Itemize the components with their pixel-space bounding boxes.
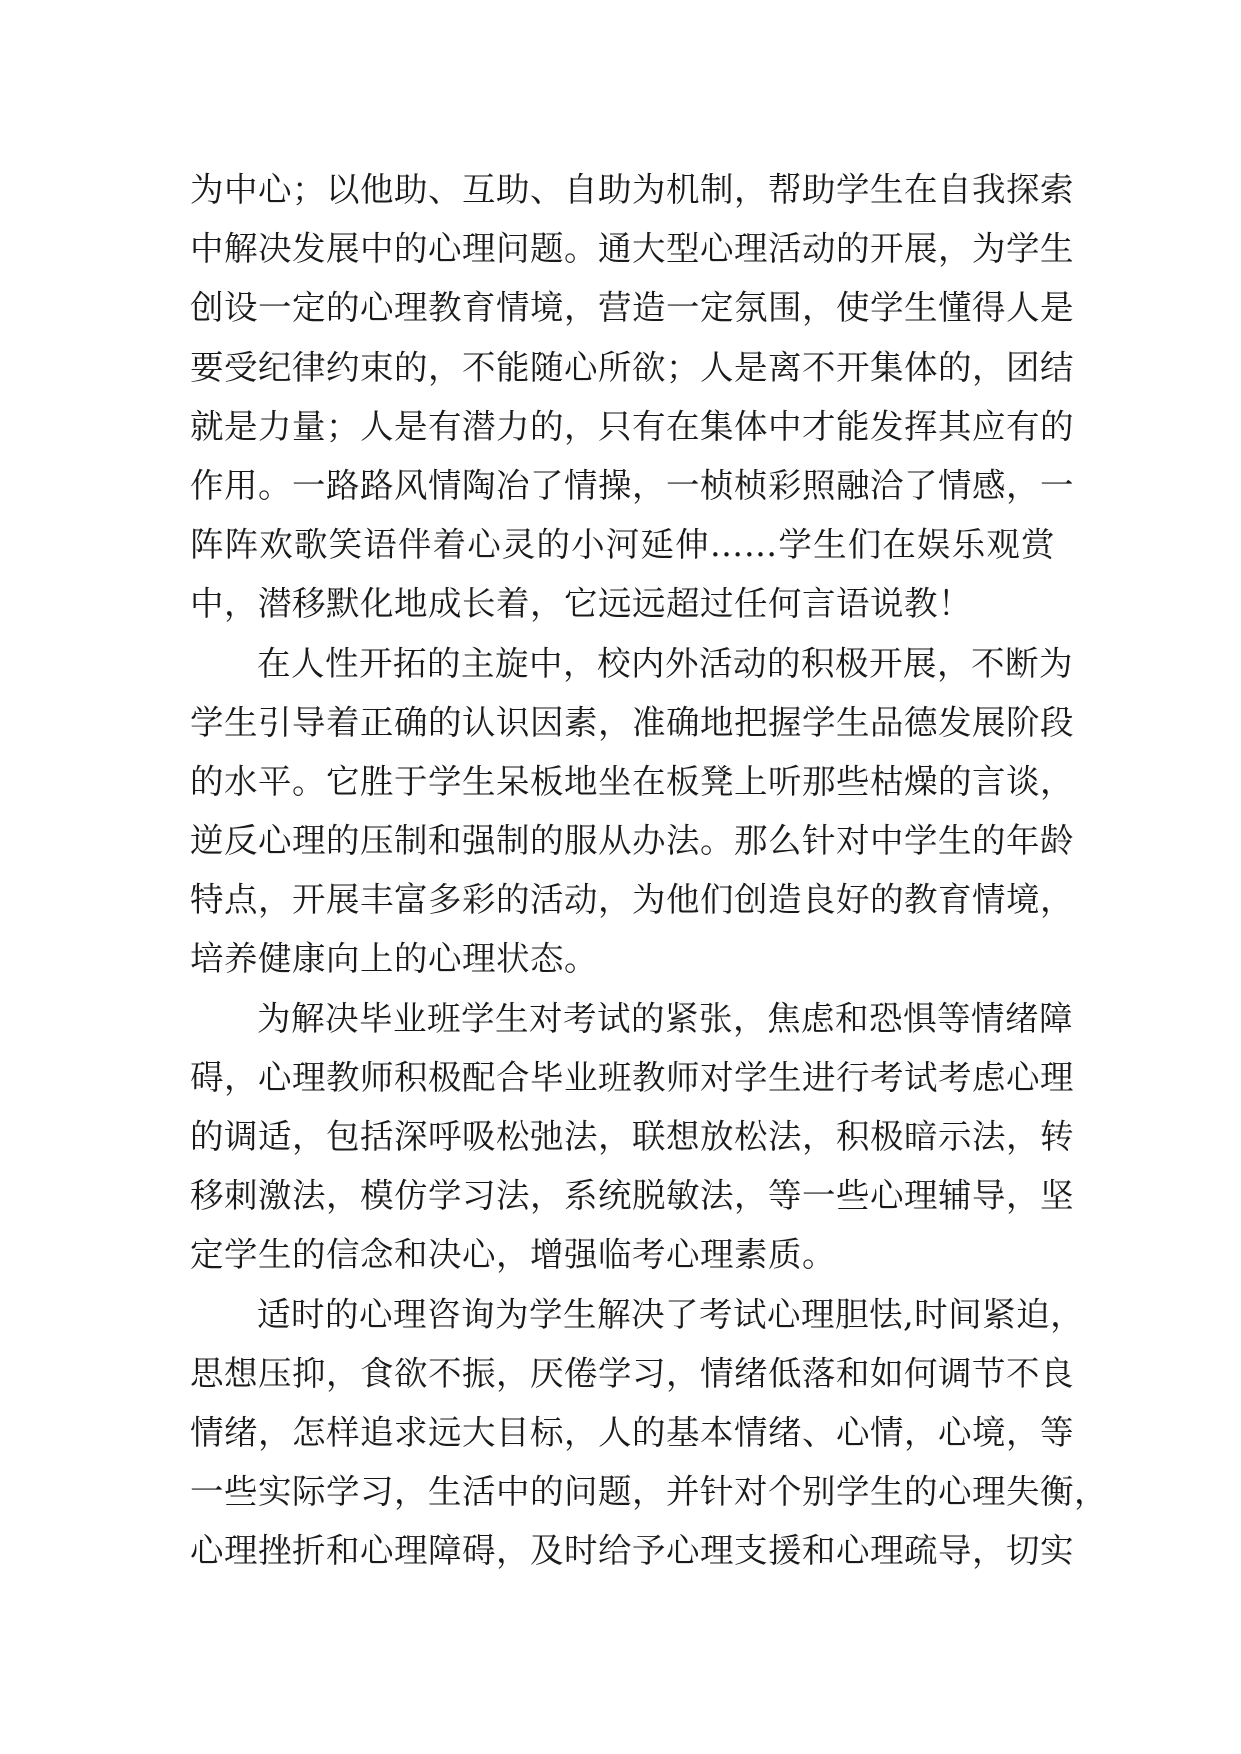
paragraph-1 bbox=[190, 160, 1074, 634]
text-line: 定学生的信念和决心，增强临考心理素质。 bbox=[190, 1235, 836, 1275]
text-line: 的调适，包括深呼吸松弛法，联想放松法，积极暗示法，转 bbox=[190, 1117, 1074, 1156]
text-line: 学生引导着正确的认识因素，准确地把握学生品德发展阶段 bbox=[190, 702, 1074, 742]
text-line: 要受纪律约束的，不能随心所欲；人是离不开集体的，团结 bbox=[190, 347, 1074, 387]
text-line: 培养健康向上的心理状态。 bbox=[190, 939, 598, 979]
text-line: 创设一定的心理教育情境，营造一定氛围，使学生懂得人是 bbox=[190, 288, 1074, 328]
text-line: 特点，开展丰富多彩的活动，为他们创造良好的教育情境， bbox=[190, 880, 1074, 920]
text-line: 为解决毕业班学生对考试的紧张，焦虑和恐惧等情绪障 bbox=[257, 998, 1073, 1038]
text-line: 中，潜移默化地成长着，它远远超过任何言语说教！ bbox=[190, 584, 972, 624]
text-line: 作用。一路路风情陶冶了情操，一桢桢彩照融洽了情感，一 bbox=[190, 465, 1074, 505]
text-line: 阵阵欢歌笑语伴着心灵的小河延伸……学生们在娱乐观赏 bbox=[190, 525, 1055, 565]
text-line: 在人性开拓的主旋中，校内外活动的积极开展，不断为 bbox=[257, 643, 1073, 683]
text-line: 心理挫折和心理障碍，及时给予心理支援和心理疏导，切实 bbox=[190, 1531, 1074, 1571]
text-line: 情绪，怎样追求远大目标，人的基本情绪、心情，心境，等 bbox=[190, 1412, 1074, 1452]
paragraph-4 bbox=[190, 1285, 1108, 1581]
text-line: 适时的心理咨询为学生解决了考试心理胆怯,时间紧迫， bbox=[257, 1294, 1085, 1334]
text-line: 为中心；以他助、互助、自助为机制，帮助学生在自我探索 bbox=[190, 170, 1074, 209]
paragraph-2 bbox=[190, 634, 1074, 989]
paragraph-3 bbox=[190, 989, 1074, 1285]
text-line: 中解决发展中的心理问题。通大型心理活动的开展，为学生 bbox=[190, 229, 1074, 269]
text-line: 一些实际学习，生活中的问题，并针对个别学生的心理失衡， bbox=[190, 1472, 1108, 1512]
text-line: 碍，心理教师积极配合毕业班教师对学生进行考试考虑心理 bbox=[190, 1057, 1074, 1097]
text-line: 逆反心理的压制和强制的服从办法。那么针对中学生的年龄 bbox=[190, 821, 1074, 861]
text-line: 就是力量；人是有潜力的，只有在集体中才能发挥其应有的 bbox=[190, 406, 1074, 446]
text-line: 思想压抑，食欲不振，厌倦学习，情绪低落和如何调节不良 bbox=[190, 1353, 1074, 1393]
document-body bbox=[190, 160, 1108, 1581]
text-line: 的水平。它胜于学生呆板地坐在板凳上听那些枯燥的言谈， bbox=[190, 761, 1074, 801]
text-line: 移刺激法，模仿学习法，系统脱敏法，等一些心理辅导，坚 bbox=[190, 1176, 1074, 1216]
